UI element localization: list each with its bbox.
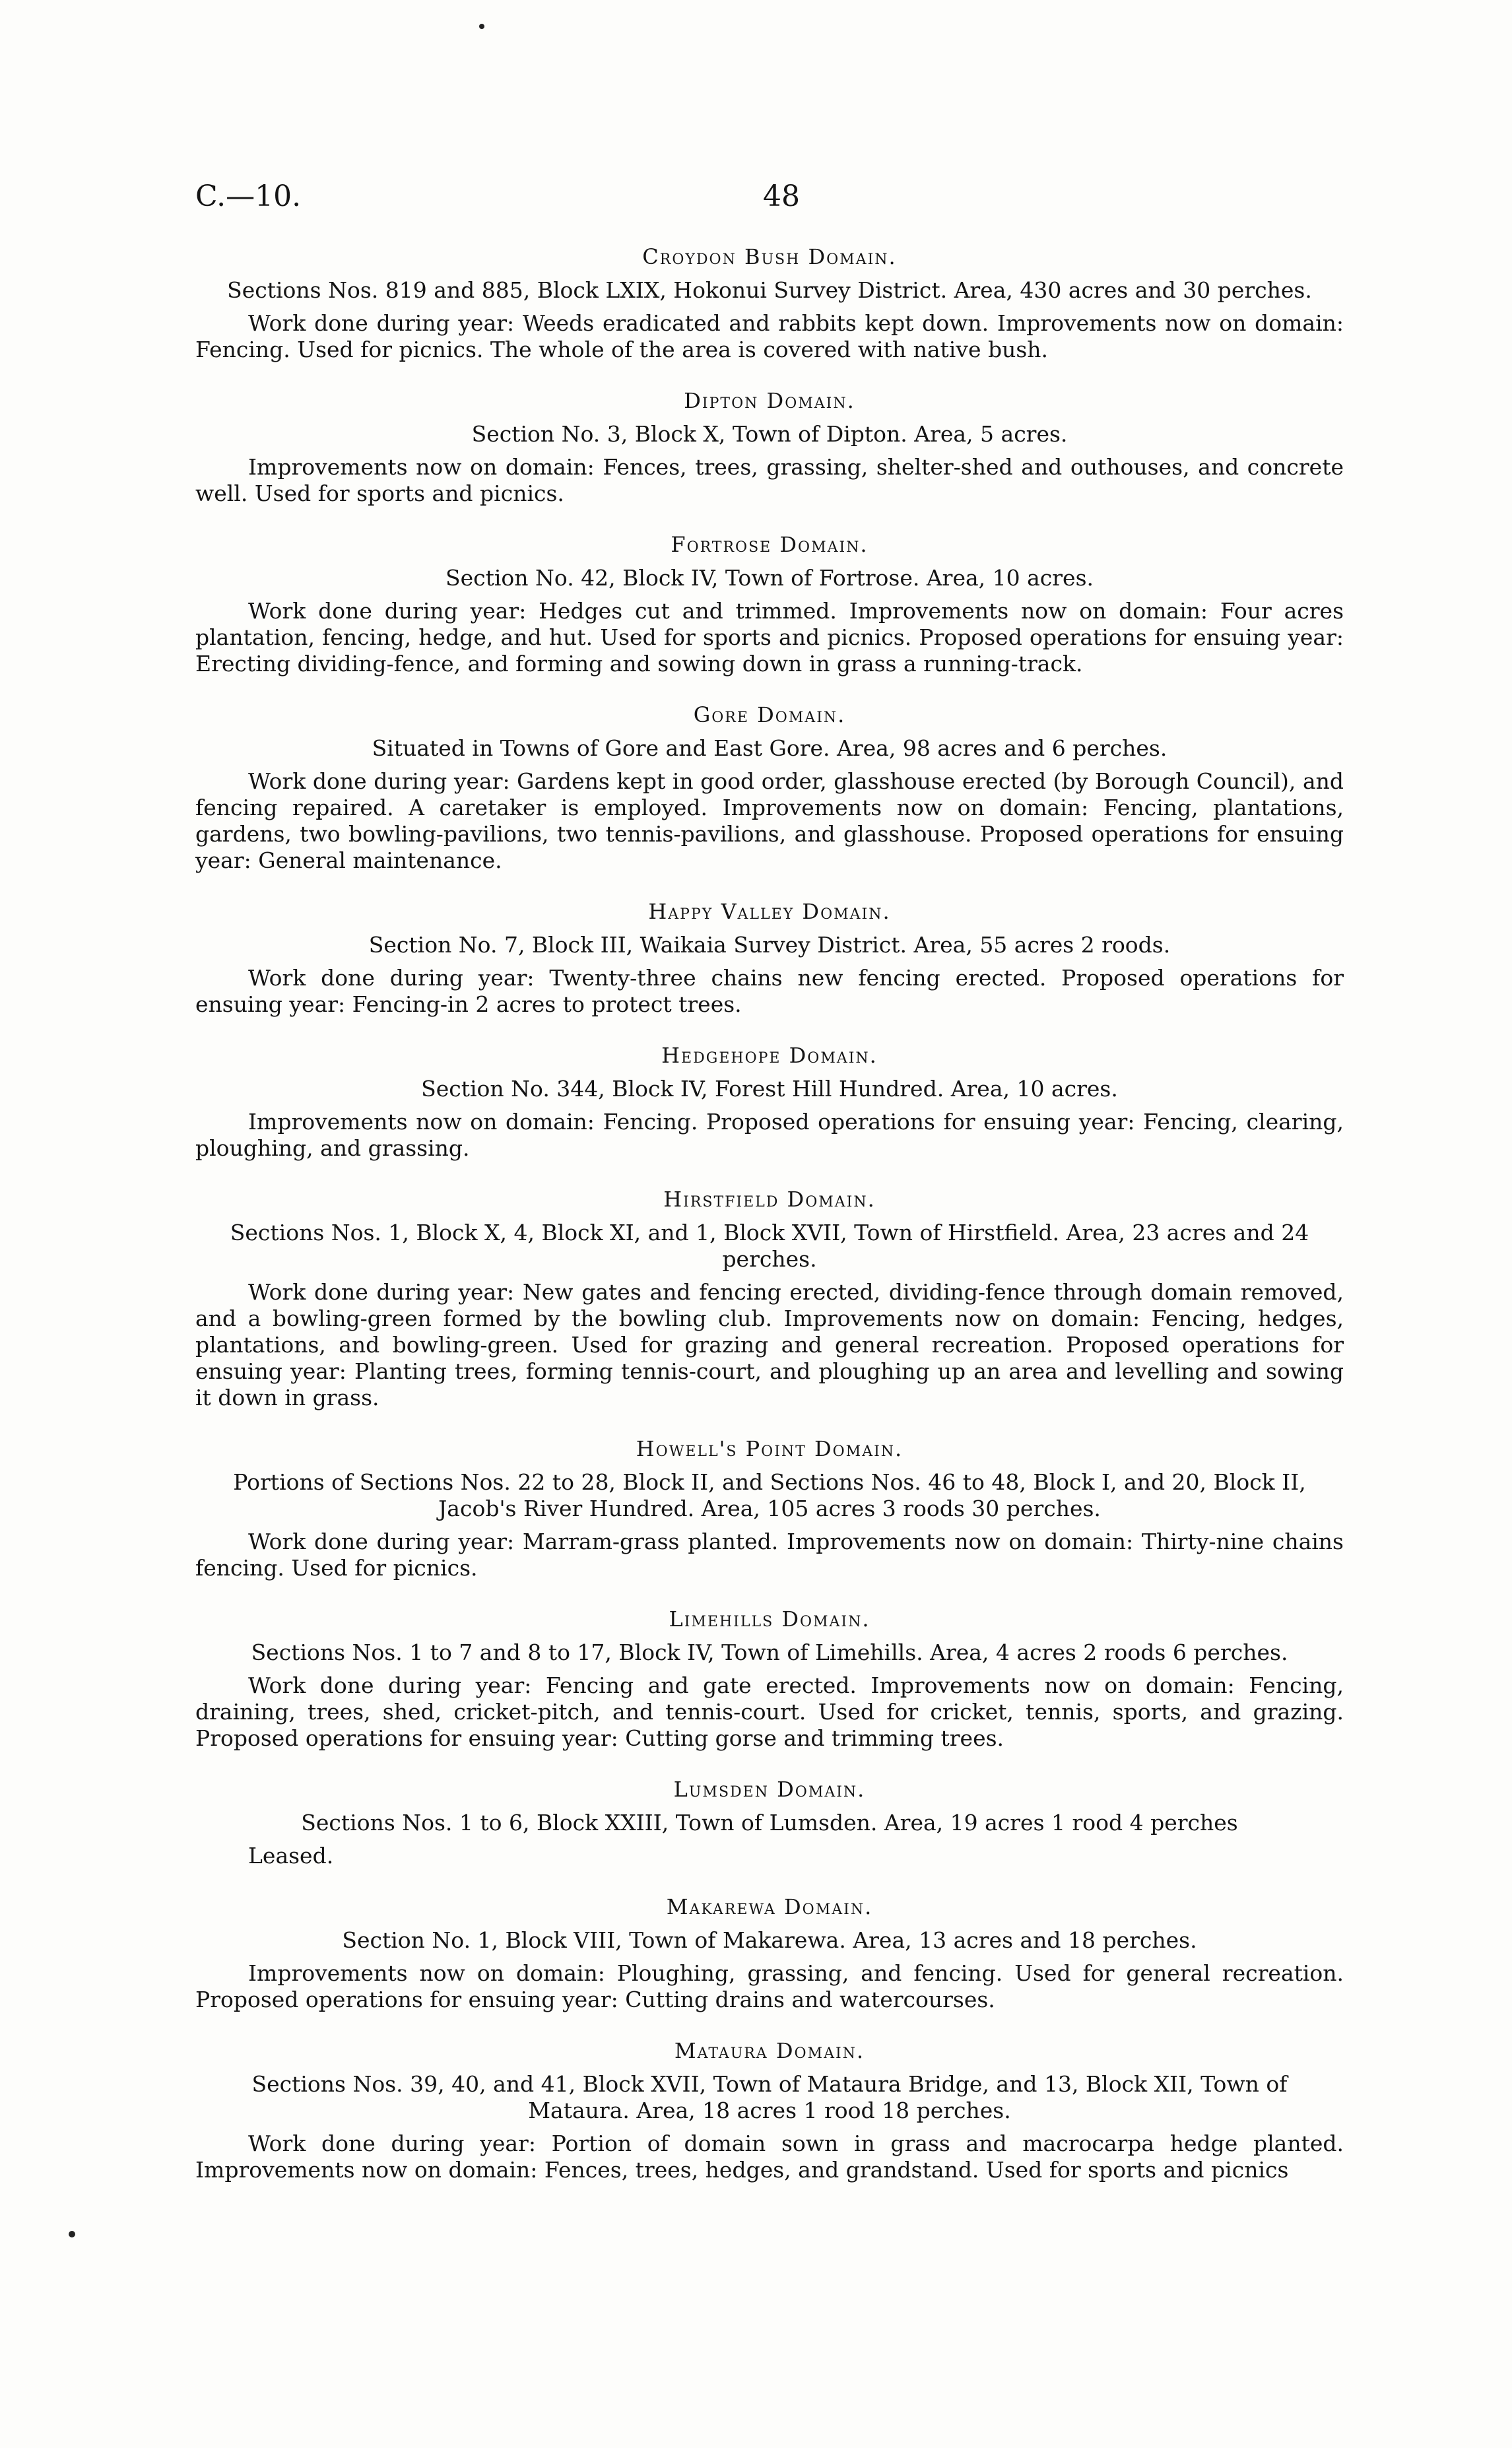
section-title: Makarewa Domain. <box>666 1894 873 1919</box>
domain-section <box>195 1185 1344 1411</box>
section-location: Sections Nos. 1 to 6, Block XXIII, Town of Lumsden. Area, 19 acres 1 rood 4 perches <box>301 1810 1238 1836</box>
section-location: Sections Nos. 1, Block X, 4, Block XI, and 1, Block XVII, Town of Hirstfield. Area, 23 acres and 24 perches. <box>230 1220 1309 1272</box>
ink-speck <box>479 24 484 29</box>
domain-section <box>195 1435 1344 1581</box>
section-location: Sections Nos. 819 and 885, Block LXIX, Hokonui Survey District. Area, 430 acres and 30 perches. <box>227 277 1312 303</box>
section-title: Happy Valley Domain. <box>648 899 891 924</box>
section-location: Situated in Towns of Gore and East Gore. Area, 98 acres and 6 perches. <box>372 735 1167 761</box>
domain-section <box>195 701 1344 874</box>
section-paragraph: Work done during year: Weeds eradicated and rabbits kept down. Improvements now on domain: Fencing. Used for picnics. The whole of the area is covered with native bush. <box>195 310 1344 362</box>
section-paragraph: Improvements now on domain: Fencing. Proposed operations for ensuing year: Fencing, clearing, ploughing, and grassing. <box>195 1109 1344 1161</box>
ink-speck <box>69 2231 75 2237</box>
domain-section <box>195 1775 1344 1869</box>
section-title: Croydon Bush Domain. <box>642 244 897 269</box>
page-content <box>195 243 1344 2207</box>
page-number: 48 <box>763 180 800 213</box>
section-paragraph: Work done during year: Gardens kept in good order, glasshouse erected (by Borough Council), and fencing repaired. A caretaker is employed. Improvements now on domain: Fencing, plantations, gardens, two bowling-pavilions, two tennis-pavilions, and glasshouse. Proposed operations for ensuing year: General maintenance. <box>195 768 1344 873</box>
section-location: Section No. 1, Block VIII, Town of Makarewa. Area, 13 acres and 18 perches. <box>342 1927 1197 1953</box>
domain-section <box>195 1893 1344 2013</box>
document-code: C.—10. <box>195 180 302 213</box>
domain-section <box>195 1605 1344 1752</box>
section-paragraph: Work done during year: Fencing and gate erected. Improvements now on domain: Fencing, draining, trees, shed, cricket-pitch, and tennis-court. Used for cricket, tennis, sports, and grazing. Proposed operations for ensuing year: Cutting gorse and trimming trees. <box>195 1672 1344 1751</box>
section-paragraph: Work done during year: Marram-grass planted. Improvements now on domain: Thirty-nine chains fencing. Used for picnics. <box>195 1529 1344 1581</box>
section-title: Limehills Domain. <box>669 1606 871 1632</box>
section-title: Howell's Point Domain. <box>636 1436 904 1461</box>
domain-section <box>195 898 1344 1018</box>
section-title: Hedgehope Domain. <box>661 1043 878 1068</box>
page-header <box>195 180 1344 219</box>
section-title: Fortrose Domain. <box>671 532 869 557</box>
section-location: Section No. 3, Block X, Town of Dipton. Area, 5 acres. <box>471 421 1068 447</box>
section-title: Dipton Domain. <box>684 388 855 413</box>
section-location: Sections Nos. 1 to 7 and 8 to 17, Block IV, Town of Limehills. Area, 4 acres 2 roods 6 perches. <box>251 1639 1288 1665</box>
section-paragraph: Work done during year: New gates and fencing erected, dividing-fence through domain removed, and a bowling-green formed by the bowling club. Improvements now on domain: Fencing, hedges, plantations, and bowling-green. Used for grazing and general recreation. Proposed operations for ensuing year: Planting trees, forming tennis-court, and ploughing up an area and levelling and sowing it down in grass. <box>195 1279 1344 1410</box>
section-title: Gore Domain. <box>693 702 846 727</box>
domain-section <box>195 1042 1344 1162</box>
domain-section <box>195 243 1344 363</box>
domain-section <box>195 531 1344 677</box>
section-paragraph: Work done during year: Portion of domain sown in grass and macrocarpa hedge planted. Improvements now on domain: Fences, trees, hedges, and grandstand. Used for sports and picnics <box>195 2131 1344 2183</box>
section-paragraph: Work done during year: Twenty-three chains new fencing erected. Proposed operations for ensuing year: Fencing-in 2 acres to protect trees. <box>195 965 1344 1017</box>
section-location: Portions of Sections Nos. 22 to 28, Block II, and Sections Nos. 46 to 48, Block I, and 20, Block II, Jacob's River Hundred. Area, 105 acres 3 roods 30 perches. <box>233 1469 1306 1521</box>
domain-section <box>195 387 1344 507</box>
section-paragraph: Improvements now on domain: Fences, trees, grassing, shelter-shed and outhouses, and concrete well. Used for sports and picnics. <box>195 454 1344 506</box>
section-paragraph: Work done during year: Hedges cut and trimmed. Improvements now on domain: Four acres plantation, fencing, hedge, and hut. Used for sports and picnics. Proposed operations for ensuing year: Erecting dividing-fence, and forming and sowing down in grass a running-track. <box>195 598 1344 677</box>
section-paragraph: Leased. <box>248 1843 334 1869</box>
section-title: Hirstfield Domain. <box>663 1187 876 1212</box>
section-location: Sections Nos. 39, 40, and 41, Block XVII, Town of Mataura Bridge, and 13, Block XII, Town of Mataura. Area, 18 acres 1 rood 18 perches. <box>251 2071 1288 2123</box>
section-title: Lumsden Domain. <box>673 1777 866 1802</box>
section-title: Mataura Domain. <box>674 2038 865 2063</box>
section-location: Section No. 42, Block IV, Town of Fortrose. Area, 10 acres. <box>445 565 1094 591</box>
section-location: Section No. 344, Block IV, Forest Hill Hundred. Area, 10 acres. <box>421 1076 1118 1102</box>
section-paragraph: Improvements now on domain: Ploughing, grassing, and fencing. Used for general recreation. Proposed operations for ensuing year: Cutting drains and watercourses. <box>195 1960 1344 2012</box>
section-location: Section No. 7, Block III, Waikaia Survey District. Area, 55 acres 2 roods. <box>368 932 1171 958</box>
domain-section <box>195 2037 1344 2183</box>
